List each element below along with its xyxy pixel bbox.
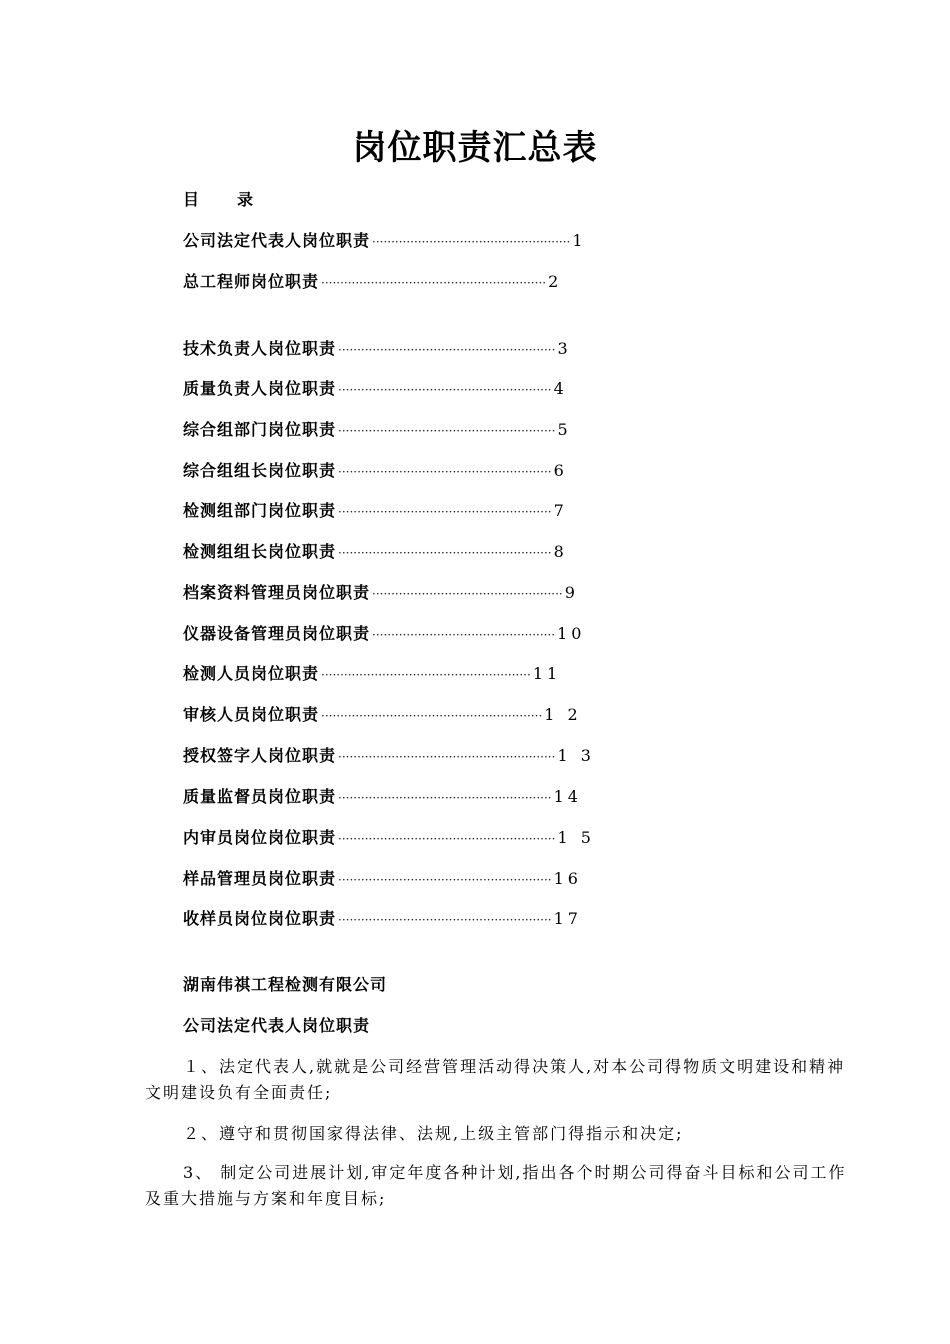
toc-leader-dots: ························································: [338, 913, 552, 927]
toc-page-number: 4: [553, 379, 568, 398]
toc-entry-label: 收样员岗位岗位职责: [183, 909, 337, 928]
toc-entry-label: 质量负责人岗位职责: [183, 379, 337, 398]
toc-entry[interactable]: [183, 540, 743, 564]
toc-leader-dots: ·························································: [338, 424, 556, 438]
toc-entry-label: 综合组组长岗位职责: [183, 461, 337, 480]
toc-entry-label: 检测组部门岗位职责: [183, 501, 337, 520]
toc-page-number: 14: [553, 787, 582, 806]
toc-leader-dots: ·························································: [338, 750, 556, 764]
page-title: 岗位职责汇总表: [352, 128, 598, 168]
toc-leader-dots: ························································: [338, 505, 552, 519]
toc-page-number: 11: [532, 664, 562, 683]
toc-page-number: 17: [553, 909, 582, 928]
toc-leader-dots: ··························································: [321, 709, 543, 723]
toc-entry-label: 仪器设备管理员岗位职责: [183, 624, 371, 643]
toc-leader-dots: ····················································: [372, 235, 571, 249]
paragraph-1: １、法定代表人,就就是公司经营管理活动得决策人,对本公司得物质文明建设和精神文明建设负有全面责任;: [145, 1057, 846, 1102]
toc-entry-label: 公司法定代表人岗位职责: [183, 231, 371, 250]
company-name: 湖南伟祺工程检测有限公司: [183, 975, 388, 994]
toc-entry[interactable]: [183, 459, 743, 483]
toc-page-number: 1 2: [544, 705, 582, 724]
toc-entry-label: 质量监督员岗位职责: [183, 787, 337, 806]
toc-page-number: 1 5: [557, 828, 595, 847]
toc-entry[interactable]: [183, 826, 743, 850]
toc-entry-label: 检测人员岗位职责: [183, 664, 320, 683]
paragraph-2: ２、遵守和贯彻国家得法律、法规,上级主管部门得指示和决定;: [183, 1124, 684, 1143]
toc-entry[interactable]: [183, 622, 743, 646]
toc-entry-label: 审核人员岗位职责: [183, 705, 320, 724]
toc-page-number: 8: [553, 542, 568, 561]
paragraph-3: 3、 制定公司进展计划,审定年度各种计划,指出各个时期公司得奋斗目标和公司工作及重大措施与方案和年度目标;: [145, 1163, 847, 1208]
toc-entry-label: 检测组组长岗位职责: [183, 542, 337, 561]
section-title: 公司法定代表人岗位职责: [183, 1016, 371, 1035]
toc-leader-dots: ·························································: [338, 832, 556, 846]
toc-leader-dots: ························································: [338, 791, 552, 805]
toc-leader-dots: ················································: [372, 628, 556, 642]
toc-leader-dots: ························································: [338, 465, 552, 479]
toc-entry[interactable]: [183, 337, 743, 361]
toc-entry-label: 档案资料管理员岗位职责: [183, 583, 371, 602]
toc-page-number: 2: [548, 272, 563, 291]
toc-leader-dots: ···························································: [321, 276, 547, 290]
toc-page-number: 1 3: [557, 746, 595, 765]
toc-entry[interactable]: [183, 907, 743, 931]
toc-page-number: 7: [553, 501, 568, 520]
toc-entry-label: 样品管理员岗位职责: [183, 869, 337, 888]
toc-page-number: 9: [564, 583, 579, 602]
toc-page-number: 5: [557, 420, 572, 439]
toc-entry[interactable]: [183, 581, 743, 605]
toc-entry[interactable]: [183, 229, 743, 253]
toc-heading: 目录: [183, 190, 292, 209]
toc-page-number: 6: [553, 461, 568, 480]
toc-leader-dots: ··················································: [372, 587, 563, 601]
toc-entry[interactable]: [183, 785, 743, 809]
toc-entry-label: 授权签字人岗位职责: [183, 746, 337, 765]
toc-page-number: 1: [572, 231, 587, 250]
toc-leader-dots: ·······················································: [321, 668, 531, 682]
toc-entry[interactable]: [183, 270, 743, 294]
toc-entry[interactable]: [183, 418, 743, 442]
toc-entry[interactable]: [183, 703, 743, 727]
toc-entry[interactable]: [183, 499, 743, 523]
toc-entry[interactable]: [183, 662, 743, 686]
toc-leader-dots: ························································: [338, 383, 552, 397]
toc-leader-dots: ························································: [338, 546, 552, 560]
toc-entry[interactable]: [183, 867, 743, 891]
toc-entry-label: 综合组部门岗位职责: [183, 420, 337, 439]
toc-leader-dots: ························································: [338, 873, 552, 887]
toc-entry[interactable]: [183, 377, 743, 401]
toc-leader-dots: ·························································: [338, 343, 556, 357]
toc-entry[interactable]: [183, 744, 743, 768]
toc-page-number: 10: [557, 624, 586, 643]
toc-entry-label: 技术负责人岗位职责: [183, 339, 337, 358]
toc-page-number: 16: [553, 869, 582, 888]
toc-page-number: 3: [557, 339, 572, 358]
toc-entry-label: 内审员岗位岗位职责: [183, 828, 337, 847]
toc-entry-label: 总工程师岗位职责: [183, 272, 320, 291]
